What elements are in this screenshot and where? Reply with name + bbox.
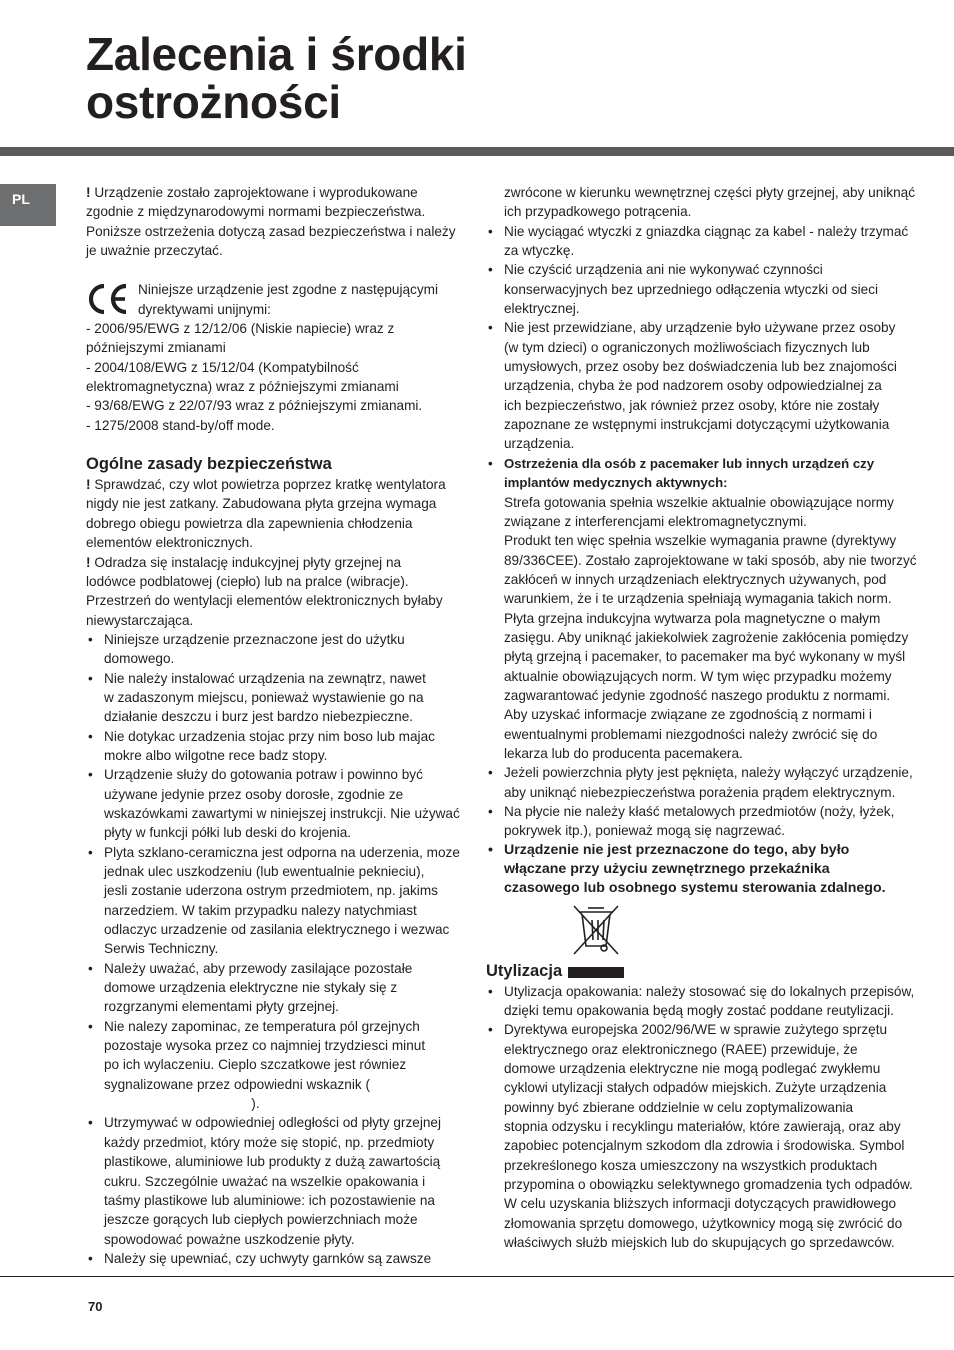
list-item: • Plyta szklano-ceramiczna jest odporna na uderzenia, moze jednak ulec uszkodzeniu (lub ewentualnie peknieciu), jesli zostanie uderzona ostrym przedmiotem, np. jakims narzedziem. W takim przypadku nalezy natychmiast odlaczyc urzadzenie od zasilania elektrycznego i wezwac Serwis Techniczny. — [86, 843, 466, 959]
list-item: • Nie dotykac urzadzenia stojac przy nim boso lub majac mokre albo wilgotne rece badz stopy. — [86, 727, 466, 766]
list-item: • Nie czyścić urządzenia ani nie wykonywać czynności konserwacyjnych bez uprzedniego odłączenia wtyczki od sieci elektrycznej. — [486, 260, 923, 318]
language-tab: PL — [0, 184, 56, 226]
remote-control-warning: • Urządzenie nie jest przeznaczone do tego, aby było włączane przy użyciu zewnętrznego przekaźnika czasowego lub osobnego systemu sterowania zdalnego. — [486, 841, 923, 898]
directive-list: - 2006/95/EWG z 12/12/06 (Niskie napiecie) wraz z późniejszymi zmianami - 2004/108/EWG z 15/12/04 (Kompatybilność elektromagnetyczna) wraz z późniejszymi zmianami - 93/68/EWG z 22/07/93 wraz z późniejszymi zmianami. - 1275/2008 stand-by/off mode. — [86, 321, 423, 433]
page-title — [86, 30, 467, 126]
list-item: • Niniejsze urządzenie przeznaczone jest do użytku domowego. — [86, 630, 466, 669]
warning-mark: ! — [86, 477, 91, 493]
footer-divider — [0, 1276, 954, 1277]
crossed-out-wheelie-bin-icon — [568, 904, 624, 958]
list-item: • Jeżeli powierzchnia płyty jest pęknięta, należy wyłączyć urządzenie, aby uniknąć niebezpieczeństwa porażenia prądem elektrycznym. — [486, 763, 923, 802]
title-line-1: Zalecenia i środki — [86, 28, 467, 80]
ce-compliance-intro: Niniejsze urządzenie jest zgodne z następującymi dyrektywami unijnymi: — [86, 280, 466, 319]
disposal-heading-row — [486, 960, 923, 982]
list-item: • Nie należy instalować urządzenia na zewnątrz, nawet w zadaszonym miejscu, ponieważ wystawienie go na działanie deszczu i burz jest bardzo niebezpieczne. — [86, 669, 466, 727]
installation-warning: ! Odradza się instalację indukcyjnej płyty grzejnej na — [86, 554, 402, 570]
general-safety-list — [86, 630, 466, 1268]
warning-mark: ! — [86, 554, 91, 570]
ce-mark-icon — [86, 282, 130, 316]
section-heading-general-safety: Ogólne zasady bezpieczeństwa — [86, 455, 332, 474]
list-item: • Utylizacja opakowania: należy stosować się do lokalnych przepisów, dzięki temu opakowania będą mogły zostać poddane reutylizacji. — [486, 982, 923, 1021]
list-item: • Należy uważać, aby przewody zasilające pozostałe domowe urządzenia elektryczne nie stykały się z rozgrzanymi elementami płyty grzejnej. — [86, 959, 466, 1017]
disposal-list — [486, 982, 923, 1253]
list-item: • Urządzenie służy do gotowania potraw i powinno być używane jedynie przez osoby dorosłe, zgodnie ze wskazówkami zawartymi w niniejszej instrukcji. Nie używać płyty w funkcji półki lub deski do krojenia. — [86, 765, 466, 842]
list-item: • Należy się upewniać, czy uchwyty garnków są zawsze — [86, 1249, 466, 1268]
list-item: • Nie wyciągać wtyczki z gniazdka ciągnąc za kabel - należy trzymać za wtyczkę. — [486, 222, 923, 261]
pacemaker-warning: • Ostrzeżenia dla osób z pacemaker lub innych urządzeń czy implantów medycznych aktywnych: Strefa gotowania spełnia wszelkie aktualnie obowiązujące normy związane z interferencjami elektromagnetycznymi. Produkt ten więc spełnia wszelkie wymagania prawne (dyrektywy 89/336CEE). Zostało zaprojektowane w taki sposób, aby nie tworzyć zakłóceń w innych urządzeniach elektrycznych używanych, pod warunkiem, że i te urządzenia spełniają wymagania takich norm. Płyta grzejna indukcyjna wytwarza pola magnetyczne o małym zasięgu. Aby uniknąć jakiekolwiek zagrożenie zakłócenia pomiędzy płytą grzejną i pacemaker, to pacemaker ma być wykonany w myśl aktualnie obowiązujących norm. W tym więc przypadku możemy zagwarantować jedynie zgodność naszego produktu z normami. Aby uzyskać informacje związane ze zgodnością z normami i ewentualnymi problemami niezgodności należy zwrócić się do lekarza lub do producenta pacemakera. — [486, 454, 923, 764]
disposal-marker-bar — [568, 967, 624, 978]
list-item: • Nie jest przewidziane, aby urządzenie było używane przez osoby (w tym dzieci) o ograniczonych możliwościach fizycznych lub umysłowych, przez osoby bez doświadczenia lub bez znajomości urządzenia, chyba że pod nadzorem osoby odpowiedzialnej za ich bezpieczeństwo, jak również przez osoby, które nie zostały zapoznane ze wstępnymi instrukcjami dotyczącymi użytkowania urządzenia. — [486, 318, 923, 453]
list-item: • Dyrektywa europejska 2002/96/WE w sprawie zużytego sprzętu elektrycznego oraz elektronicznego (RAEE) przewiduje, że domowe urządzenia elektryczne nie mogą podlegać zwykłemu cyklowi utylizacji stałych odpadów miejskich. Zużyte urządzenia powinny być zbierane oddzielnie w celu zoptymalizowania stopnia odzysku i recyklingu materiałów, które zawierają, oraz aby zapobiec potencjalnym szkodom dla zdrowia i środowiska. Symbol przekreślonego kosza umieszczony na wszystkich produktach przypomina o obowiązku selektywnego gromadzenia tych odpadów. W celu uzyskania bliższych informacji dotyczących prawidłowego złomowania sprzętu domowego, użytkownicy mogą się zwrócić do właściwych służb miejskich lub do skupujących go sprzedawców. — [486, 1020, 923, 1252]
intro-warning: ! Urządzenie zostało zaprojektowane i wyprodukowane — [86, 185, 418, 200]
list-item: • Utrzymywać w odpowiedniej odległości od płyty grzejnej każdy przedmiot, który może się stopić, np. przedmioty plastikowe, aluminiowe lub produkty z dużą zawartością cukru. Szczególnie uważać na wszelkie opakowania i taśmy plastikowe lub aluminiowe: ich pozostawienie na jeszcze gorących lub ciepłych powierzchniach może spowodować poważne uszkodzenie płyty. — [86, 1113, 466, 1248]
page-number: 70 — [88, 1299, 103, 1314]
ventilation-warning: ! Sprawdzać, czy wlot powietrza poprzez kratkę wentylatora — [86, 477, 446, 493]
header-divider-bar — [0, 147, 954, 156]
right-column — [486, 183, 923, 1253]
weee-symbol — [486, 904, 923, 960]
section-heading-disposal: Utylizacja — [486, 961, 563, 980]
left-column: ! Urządzenie zostało zaprojektowane i wyprodukowane zgodnie z międzynarodowymi normami bezpieczeństwa. Poniższe ostrzeżenia dotyczą zasad bezpieczeństwa i należy je uważnie przeczytać. Niniejsze urządzenie jest zgodne z następującymi dyrektywami unijnymi: - 2006/95/EWG z 12/12/06 (Niskie napiecie) wraz z późniejszymi zmianami - 2004/108/EWG z 15/12/04 (Kompatybilność elektromagnetyczna) wraz z późniejszymi zmianami - 93/68/EWG z 22/07/93 wraz z późniejszymi zmianami. - 1275/2008 stand-by/off mode. Ogólne zasady bezpieczeństwa ! Sprawdzać, czy wlot powietrza poprzez kratkę wentylatora nigdy nie jest zatkany. Zabudowana płyta grzejna wymaga dobrego obiegu powietrza dla zapewnienia chłodzenia elementów elektronicznych. ! Odradza się instalację indukcyjnej płyty grzejnej na lodówce podblatowej (ciepło) lub na pralce (wibracje). Przestrzeń do wentylacji elementów elektronicznych byłaby niewystarczająca. • Niniejsze urządzenie przeznaczone jest do użytku domowego. • Nie należy instalować urządzenia na zewnątrz, nawet w zadaszonym miejscu, ponieważ wystawienie go na działanie deszczu i burz jest bardzo niebezpieczne. • Nie dotykac urzadzenia stojac przy nim boso lub majac mokre albo wilgotne rece badz stopy. • Urządzenie służy do gotowania potraw i powinno być używane jedynie przez osoby dorosłe, zgodnie ze wskazówkami zawartymi w niniejszej instrukcji. Nie używać płyty w funkcji półki lub deski do krojenia. • Plyta szklano-ceramiczna jest odporna na uderzenia, moze jednak ulec uszkodzeniu (lub ewentualnie peknieciu), jesli zostanie uderzona ostrym przedmiotem, np. jakims narzedziem. W takim przypadku nalezy natychmiast odlaczyc urzadzenie od zasilania elektrycznego i wezwac Serwis Techniczny. • Należy uważać, aby przewody zasilające pozostałe domowe urządzenia elektryczne nie stykały się z rozgrzanymi elementami płyty grzejnej. • Nie nalezy zapominac, ze temperatura pól grzejnych pozostaje wysoka przez co najmniej trzydziesci minut po ich wylaczeniu. Cieplo szczatkowe jest równiez sygnalizowane przez odpowiedni wskaznik ( ). • Utrzymywać w odpowiedniej odległości od płyty grzejnej każdy przedmiot, który może się stopić, np. przedmioty plastikowe, aluminiowe lub produkty z dużą zawartością cukru. Szczególnie uważać na wszelkie opakowania i taśmy plastikowe lub aluminiowe: ich pozostawienie na jeszcze gorących lub ciepłych powierzchniach może spowodować poważne uszkodzenie płyty. • Należy się upewniać, czy uchwyty garnków są zawsze — [86, 183, 466, 1268]
safety-list-continued — [486, 222, 923, 898]
title-line-2: ostrożności — [86, 76, 341, 128]
list-item: • Na płycie nie należy kłaść metalowych przedmiotów (noży, łyżek, pokrywek itp.), ponieważ mogą się nagrzewać. — [486, 802, 923, 841]
list-item: • Nie nalezy zapominac, ze temperatura pól grzejnych pozostaje wysoka przez co najmniej trzydziesci minut po ich wylaczeniu. Cieplo szczatkowe jest równiez sygnalizowane przez odpowiedni wskaznik ( ). — [86, 1017, 466, 1114]
warning-mark: ! — [86, 185, 91, 200]
continued-paragraph: zwrócone w kierunku wewnętrznej części płyty grzejnej, aby uniknąć ich przypadkowego potrącenia. — [504, 185, 916, 220]
